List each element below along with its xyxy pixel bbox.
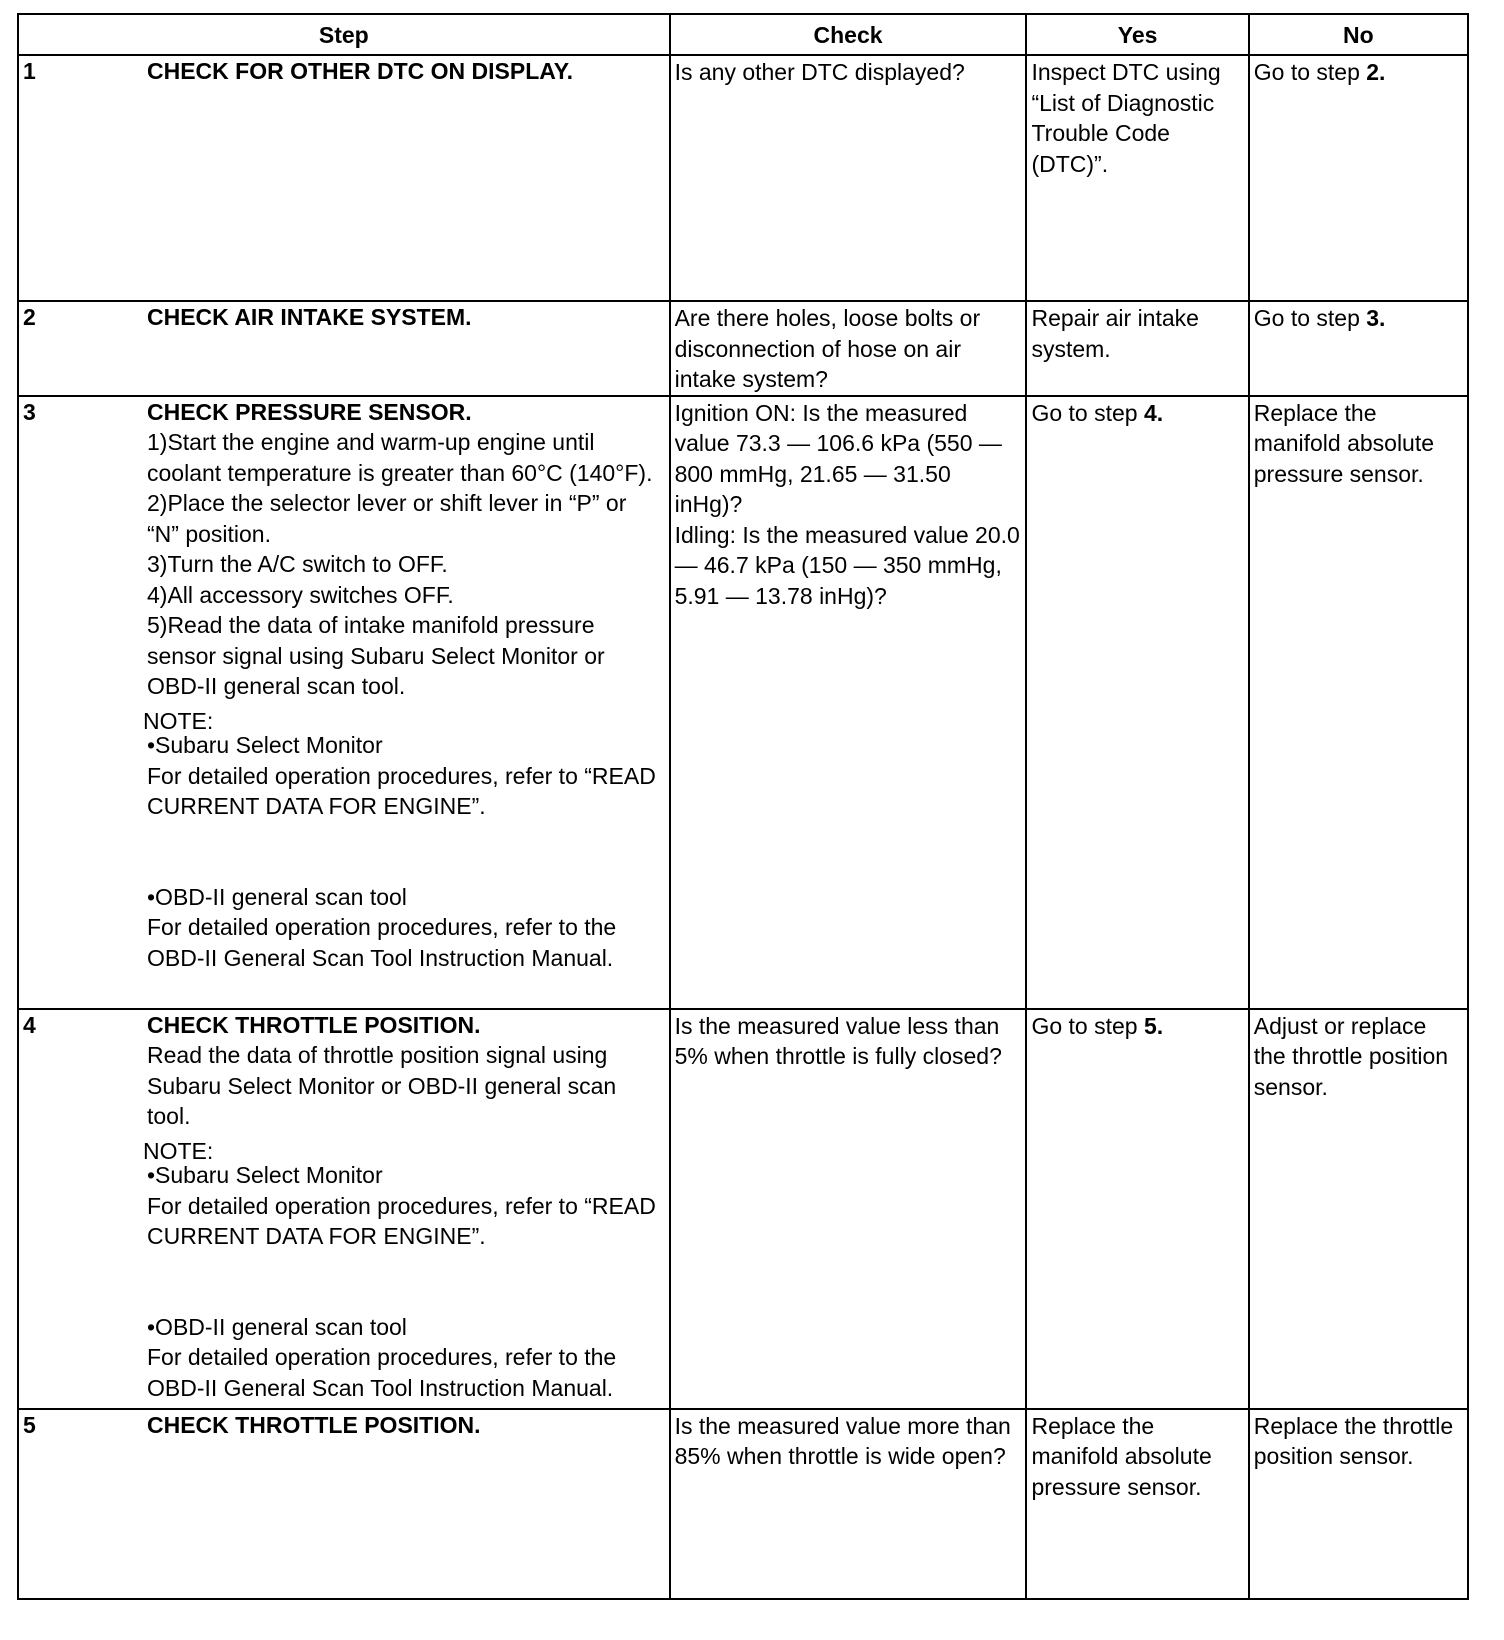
step-number: 1 xyxy=(23,58,36,84)
note-text: For detailed operation procedures, refer to “READ CURRENT DATA FOR ENGINE”. xyxy=(147,1192,656,1249)
no-cell: Replace the throttle position sensor. xyxy=(1249,1409,1468,1599)
no-text: Go to step xyxy=(1253,59,1367,85)
check-cell: Is the measured value more than 85% when throttle is wide open? xyxy=(670,1409,1027,1599)
step-cell xyxy=(18,1009,670,1409)
yes-text: Go to step xyxy=(1031,1012,1144,1039)
yes-text: Go to step xyxy=(1031,399,1144,426)
note-text: For detailed operation procedures, refer to “READ CURRENT DATA FOR ENGINE”. xyxy=(147,762,656,819)
procedure-text: Read the data of throttle position signal using Subaru Select Monitor or OBD-II general scan tool. xyxy=(147,1042,617,1129)
note-label: NOTE: xyxy=(143,707,214,734)
step-cell xyxy=(18,396,670,1009)
no-text: Go to step xyxy=(1253,305,1367,331)
check-cell: Is the measured value less than 5% when throttle is fully closed? xyxy=(670,1009,1027,1409)
header-row xyxy=(18,14,1468,55)
yes-step-ref: 5. xyxy=(1143,1012,1164,1039)
note-label: NOTE: xyxy=(143,1137,214,1164)
procedure-step: 3)Turn the A/C switch to OFF. xyxy=(147,551,448,577)
table-row xyxy=(18,1009,1468,1409)
diagnostic-table xyxy=(17,13,1469,1600)
yes-step-ref: 4. xyxy=(1143,399,1164,426)
step-title: CHECK AIR INTAKE SYSTEM. xyxy=(147,304,472,330)
note-text: For detailed operation procedures, refer to the OBD-II General Scan Tool Instruction Manual. xyxy=(147,914,617,971)
yes-cell: Replace the manifold absolute pressure sensor. xyxy=(1026,1409,1248,1599)
note-text: For detailed operation procedures, refer to the OBD-II General Scan Tool Instruction Manual. xyxy=(147,1344,617,1401)
step-title: CHECK PRESSURE SENSOR. xyxy=(147,398,472,425)
procedure-step: 2)Place the selector lever or shift lever in “P” or “N” position. xyxy=(147,490,627,547)
header-step: Step xyxy=(18,14,670,55)
no-cell: Replace the manifold absolute pressure sensor. xyxy=(1249,396,1468,1009)
table-row xyxy=(18,1409,1468,1599)
note-bullet: •OBD-II general scan tool xyxy=(147,1313,407,1340)
procedure-step: 4)All accessory switches OFF. xyxy=(147,581,454,608)
step-title: CHECK THROTTLE POSITION. xyxy=(147,1411,481,1438)
table-row xyxy=(18,55,1468,301)
header-check: Check xyxy=(670,14,1027,55)
yes-cell xyxy=(1026,396,1248,1009)
note-bullet: •Subaru Select Monitor xyxy=(147,1162,383,1188)
step-number: 3 xyxy=(23,398,36,425)
step-title: CHECK THROTTLE POSITION. xyxy=(147,1011,481,1038)
procedure-step: 5)Read the data of intake manifold pressure sensor signal using Subaru Select Monitor or OBD-II general scan tool. xyxy=(147,612,605,699)
step-title: CHECK FOR OTHER DTC ON DISPLAY. xyxy=(147,58,573,84)
check-cell: Are there holes, loose bolts or disconnection of hose on air intake system? xyxy=(670,301,1027,396)
header-yes: Yes xyxy=(1026,14,1248,55)
check-cell: Is any other DTC displayed? xyxy=(670,55,1027,301)
no-cell xyxy=(1249,55,1468,301)
step-cell xyxy=(18,301,670,396)
header-no: No xyxy=(1249,14,1468,55)
note-bullet: •OBD-II general scan tool xyxy=(147,883,407,910)
check-cell xyxy=(670,396,1027,1009)
step-number: 5 xyxy=(23,1411,36,1438)
step-cell xyxy=(18,55,670,301)
no-cell: Adjust or replace the throttle position sensor. xyxy=(1249,1009,1468,1409)
table-row xyxy=(18,396,1468,1009)
procedure-step: 1)Start the engine and warm-up engine until coolant temperature is greater than 60°C (140°F). xyxy=(147,429,653,486)
yes-cell xyxy=(1026,1009,1248,1409)
check-text: Ignition ON: Is the measured value 73.3 — 106.6 kPa (550 — 800 mmHg, 21.65 — 31.50 inHg)? xyxy=(674,399,1002,517)
yes-cell: Repair air intake system. xyxy=(1026,301,1248,396)
no-step-ref: 2. xyxy=(1366,59,1386,85)
step-number: 2 xyxy=(23,304,36,330)
step-number: 4 xyxy=(23,1011,36,1038)
table-row xyxy=(18,301,1468,396)
no-step-ref: 3. xyxy=(1366,305,1386,331)
check-text: Idling: Is the measured value 20.0 — 46.7 kPa (150 — 350 mmHg, 5.91 — 13.78 inHg)? xyxy=(674,521,1020,609)
note-bullet: •Subaru Select Monitor xyxy=(147,732,383,758)
step-cell xyxy=(18,1409,670,1599)
no-cell xyxy=(1249,301,1468,396)
yes-cell: Inspect DTC using “List of Diagnostic Trouble Code (DTC)”. xyxy=(1026,55,1248,301)
